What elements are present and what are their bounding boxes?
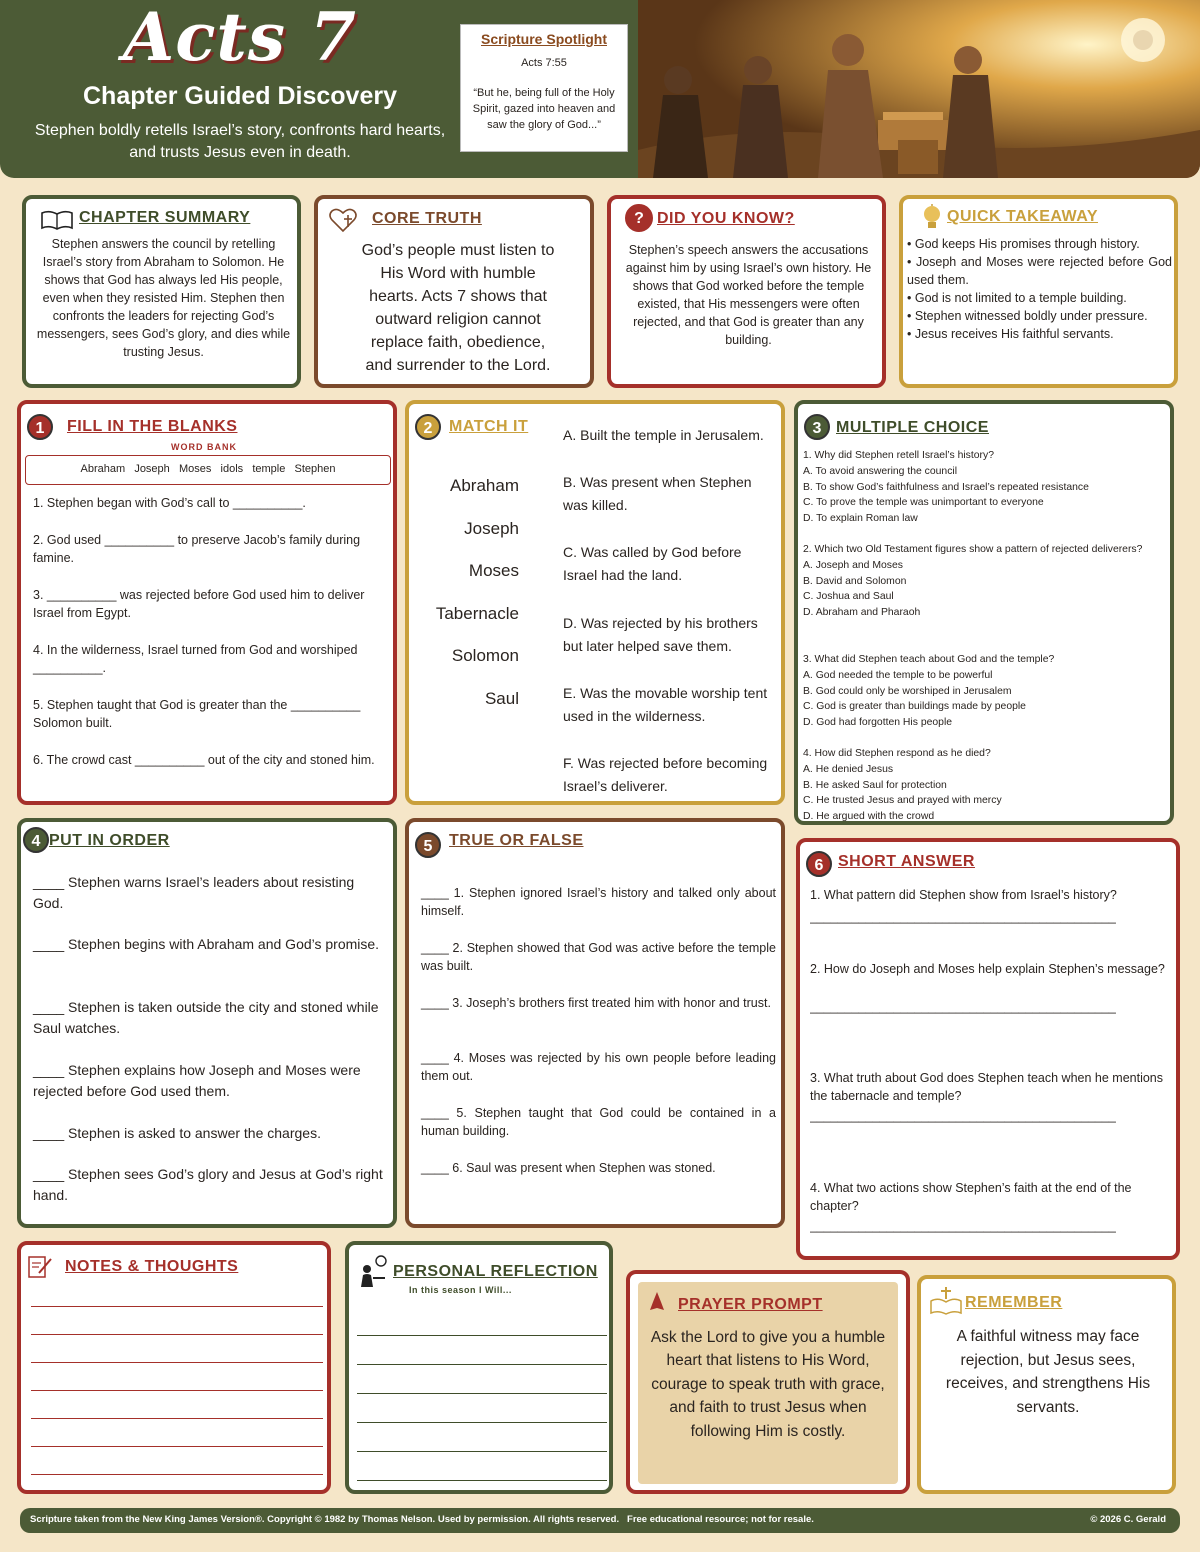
notes-card: [17, 1241, 331, 1494]
core-truth-title: CORE TRUTH: [372, 210, 482, 227]
mc-option: D. Abraham and Pharaoh: [803, 607, 921, 619]
spotlight-quote: “But he, being full of the Holy Spirit, gazed into heaven and saw the glory of God...”: [472, 87, 616, 131]
takeaway-item: • Jesus receives His faithful servants.: [907, 327, 1114, 341]
mc-option: A. He denied Jesus: [803, 763, 894, 775]
match-term: Saul: [484, 688, 519, 708]
word-bank-label: WORD BANK: [171, 442, 237, 452]
match-term: Joseph: [464, 518, 519, 538]
reflection-line[interactable]: [357, 1422, 607, 1423]
tf-item: ____ 4. Moses was rejected by his own people before leading them out.: [421, 1051, 776, 1083]
note-line[interactable]: [31, 1362, 323, 1363]
section-number-1: 1: [27, 414, 53, 440]
multiple-choice-card: [794, 400, 1174, 825]
mc-option: C. God is greater than buildings made by people: [803, 701, 1026, 713]
mc-option: C. Joshua and Saul: [803, 591, 894, 603]
order-item: ____ Stephen is taken outside the city and stoned while Saul watches.: [33, 999, 379, 1036]
mc-question-3: [803, 652, 1165, 746]
order-item: ____ Stephen is asked to answer the charges.: [33, 1125, 321, 1141]
tf-item: ____ 6. Saul was present when Stephen was stoned.: [421, 1161, 716, 1175]
mc-question-text: 1. Why did Stephen retell Israel’s history?: [803, 450, 994, 461]
prayer-prompt-title: PRAYER PROMPT: [678, 1296, 823, 1313]
match-term: Tabernacle: [435, 603, 519, 623]
short-answer-title: SHORT ANSWER: [838, 853, 975, 870]
header: [0, 0, 1200, 180]
match-option: B. Was present when Stephen was killed.: [563, 474, 752, 513]
tf-item: ____ 5. Stephen taught that God could be contained in a human building.: [421, 1106, 776, 1138]
mc-question-4: [803, 746, 1165, 825]
did-you-know-title: DID YOU KNOW?: [657, 210, 795, 227]
fill-item: 3. __________ was rejected before God used him to deliver Israel from Egypt.: [33, 588, 365, 620]
match-option: C. Was called by God before Israel had the land.: [563, 544, 742, 583]
match-option: A. Built the temple in Jerusalem.: [563, 427, 764, 443]
question-mark-icon: ?: [625, 204, 653, 232]
tf-item: ____ 3. Joseph’s brothers first treated him with honor and trust.: [421, 996, 771, 1010]
page-subtitle: Chapter Guided Discovery: [83, 82, 397, 110]
answer-line[interactable]: ____________________________________________: [810, 1219, 1116, 1233]
header-illustration: [638, 0, 1200, 178]
open-book-icon: [40, 209, 74, 231]
lightbulb-icon: [921, 204, 943, 232]
mc-option: D. To explain Roman law: [803, 513, 918, 525]
heart-cross-icon: [328, 207, 358, 233]
chapter-summary-card: [22, 195, 301, 388]
mc-question-1: [803, 448, 1165, 542]
fill-in-blanks-card: [17, 400, 397, 805]
mc-option: B. To show God’s faithfulness and Israel’s repeated resistance: [803, 481, 1089, 493]
remember-card: [917, 1275, 1176, 1494]
reflection-line[interactable]: [357, 1451, 607, 1452]
remember-text: A faithful witness may face rejection, but Jesus sees, receives, and strengthens His servants.: [945, 1328, 1151, 1416]
order-item: ____ Stephen warns Israel’s leaders about resisting God.: [33, 874, 355, 911]
mc-option: A. To avoid answering the council: [803, 465, 958, 477]
mc-option: A. Joseph and Moses: [803, 559, 903, 571]
fill-item: 2. God used __________ to preserve Jacob’s family during famine.: [33, 533, 361, 565]
remember-title: REMEMBER: [965, 1294, 1063, 1311]
thinking-person-icon: [355, 1255, 389, 1289]
mc-option: B. David and Solomon: [803, 575, 907, 587]
mc-option: B. God could only be worshiped in Jerusalem: [803, 685, 1012, 697]
copyright-notice: Scripture taken from the New King James Version®. Copyright © 1982 by Thomas Nelson. Used by permission. All rights reserved. Free educational resource; not for resale.: [30, 1514, 814, 1525]
mc-option: D. He argued with the crowd: [803, 811, 935, 823]
match-it-card: [405, 400, 785, 805]
answer-line[interactable]: ____________________________________________: [810, 910, 1116, 924]
multiple-choice-title: MULTIPLE CHOICE: [836, 419, 989, 436]
reflection-subtitle: In this season I Will...: [409, 1285, 512, 1295]
mc-question-text: 4. How did Stephen respond as he died?: [803, 748, 991, 759]
author-credit: © 2026 C. Gerald: [1090, 1514, 1166, 1525]
short-question: 3. What truth about God does Stephen teach when he mentions the tabernacle and temple?: [810, 1071, 1164, 1103]
order-item: ____ Stephen begins with Abraham and God’s promise.: [33, 936, 380, 952]
order-item: ____ Stephen sees God’s glory and Jesus at God’s right hand.: [33, 1166, 383, 1203]
prayer-prompt-card: [626, 1270, 910, 1494]
note-line[interactable]: [31, 1306, 323, 1307]
match-term: Moses: [468, 561, 519, 580]
true-or-false-title: TRUE OR FALSE: [449, 832, 584, 849]
note-line[interactable]: [31, 1390, 323, 1391]
mc-question-text: 3. What did Stephen teach about God and the temple?: [803, 654, 1055, 665]
match-left-column: [411, 476, 519, 731]
match-option: F. Was rejected before becoming Israel’s deliverer.: [563, 755, 768, 794]
page-description: Stephen boldly retells Israel’s story, confronts hard hearts, and trusts Jesus even in death.: [34, 122, 446, 161]
takeaway-item: • Stephen witnessed boldly under pressure.: [907, 309, 1148, 323]
footer-bar: [20, 1508, 1180, 1533]
mc-question-text: 2. Which two Old Testament figures show a pattern of rejected deliverers?: [803, 544, 1143, 555]
stephen-scene-image: [638, 0, 1200, 178]
note-line[interactable]: [31, 1474, 323, 1475]
short-answer-card: [796, 838, 1180, 1260]
note-line[interactable]: [31, 1446, 323, 1447]
mc-option: B. He asked Saul for protection: [803, 779, 947, 791]
praying-hands-icon: [646, 1290, 668, 1312]
fill-item: 1. Stephen began with God’s call to __________.: [33, 496, 306, 510]
quick-takeaway-title: QUICK TAKEAWAY: [947, 208, 1099, 225]
mc-question-2: [803, 542, 1165, 652]
tf-item: ____ 1. Stephen ignored Israel’s history and talked only about himself.: [421, 886, 776, 918]
order-item: ____ Stephen explains how Joseph and Moses were rejected before God used them.: [33, 1062, 361, 1099]
tf-item: ____ 2. Stephen showed that God was active before the temple was built.: [421, 941, 776, 973]
answer-line[interactable]: ____________________________________________: [810, 1109, 1116, 1123]
match-term: Solomon: [451, 646, 519, 665]
section-number-2: 2: [415, 414, 441, 440]
reflection-title: PERSONAL REFLECTION: [393, 1263, 598, 1280]
short-question: 1. What pattern did Stephen show from Israel’s history?: [810, 888, 1117, 902]
takeaway-list: [907, 235, 1172, 343]
fill-item: 4. In the wilderness, Israel turned from God and worshiped __________.: [33, 643, 358, 675]
mc-option: C. He trusted Jesus and prayed with mercy: [803, 795, 1002, 807]
match-it-title: MATCH IT: [449, 418, 529, 435]
note-line[interactable]: [31, 1334, 323, 1335]
short-question: 4. What two actions show Stephen’s faith at the end of the chapter?: [810, 1181, 1132, 1213]
scripture-spotlight: [460, 24, 628, 152]
section-number-5: 5: [415, 832, 441, 858]
notepad-pencil-icon: [27, 1253, 53, 1279]
takeaway-item: • God keeps His promises through history.: [907, 237, 1140, 251]
mc-option: D. God had forgotten His people: [803, 717, 953, 729]
word-bank: Abraham Joseph Moses idols temple Stephen: [25, 455, 391, 485]
section-number-3: 3: [804, 414, 830, 440]
fill-item: 5. Stephen taught that God is greater than the __________ Solomon built.: [33, 698, 361, 730]
takeaway-item: • God is not limited to a temple building.: [907, 291, 1127, 305]
section-number-6: 6: [806, 851, 832, 877]
chapter-summary-title: CHAPTER SUMMARY: [79, 209, 251, 226]
put-in-order-title: PUT IN ORDER: [49, 832, 170, 849]
takeaway-item: • Joseph and Moses were rejected before God used them.: [907, 255, 1172, 287]
match-option: D. Was rejected by his brothers but later helped save them.: [563, 615, 758, 654]
prayer-prompt-text: Ask the Lord to give you a humble heart that listens to His Word, courage to speak truth with grace, and faith to trust Jesus when following Him is costly.: [650, 1329, 886, 1440]
match-term: Abraham: [450, 476, 519, 495]
section-number-4: 4: [23, 827, 49, 853]
short-question: 2. How do Joseph and Moses help explain Stephen’s message?: [810, 962, 1165, 976]
spotlight-reference: Acts 7:55: [521, 57, 567, 69]
true-or-false-card: [405, 818, 785, 1228]
core-truth-card: [314, 195, 594, 388]
fill-item: 6. The crowd cast __________ out of the city and stoned him.: [33, 753, 375, 767]
bible-cross-icon: [929, 1285, 963, 1315]
chapter-summary-text: Stephen answers the council by retelling Israel’s story from Abraham to Solomon. He shows that God has always led His people, even when they resisted Him. Stephen then confronts the leaders for rejecting God’s messengers, sees God’s glory, and dies while trusting Jesus.: [36, 237, 291, 359]
did-you-know-text: Stephen’s speech answers the accusations against him by using Israel’s own history. He shows that God worked before the temple existed, that His messengers were often rejected, and that God is greater than any building.: [625, 243, 872, 347]
multiple-choice-questions: [803, 448, 1165, 825]
did-you-know-card: [607, 195, 886, 388]
answer-line[interactable]: ____________________________________________: [810, 1000, 1116, 1014]
notes-title: NOTES & THOUGHTS: [65, 1258, 239, 1275]
mc-option: A. God needed the temple to be powerful: [803, 669, 993, 681]
put-in-order-card: [17, 818, 397, 1228]
note-line[interactable]: [31, 1418, 323, 1419]
quick-takeaway-card: [899, 195, 1178, 388]
page-title: Acts 7: [123, 0, 357, 76]
reflection-line[interactable]: [357, 1480, 607, 1481]
reflection-line[interactable]: [357, 1335, 607, 1336]
reflection-line[interactable]: [357, 1364, 607, 1365]
fill-in-blanks-title: FILL IN THE BLANKS: [67, 418, 238, 435]
match-option: E. Was the movable worship tent used in the wilderness.: [563, 685, 768, 724]
core-truth-text: God’s people must listen to His Word with humble hearts. Acts 7 shows that outward religion cannot replace faith, obedience, and surrender to the Lord.: [361, 242, 555, 374]
mc-option: C. To prove the temple was unimportant to everyone: [803, 497, 1044, 509]
personal-reflection-card: [345, 1241, 613, 1494]
reflection-line[interactable]: [357, 1393, 607, 1394]
spotlight-title: Scripture Spotlight: [481, 31, 607, 47]
